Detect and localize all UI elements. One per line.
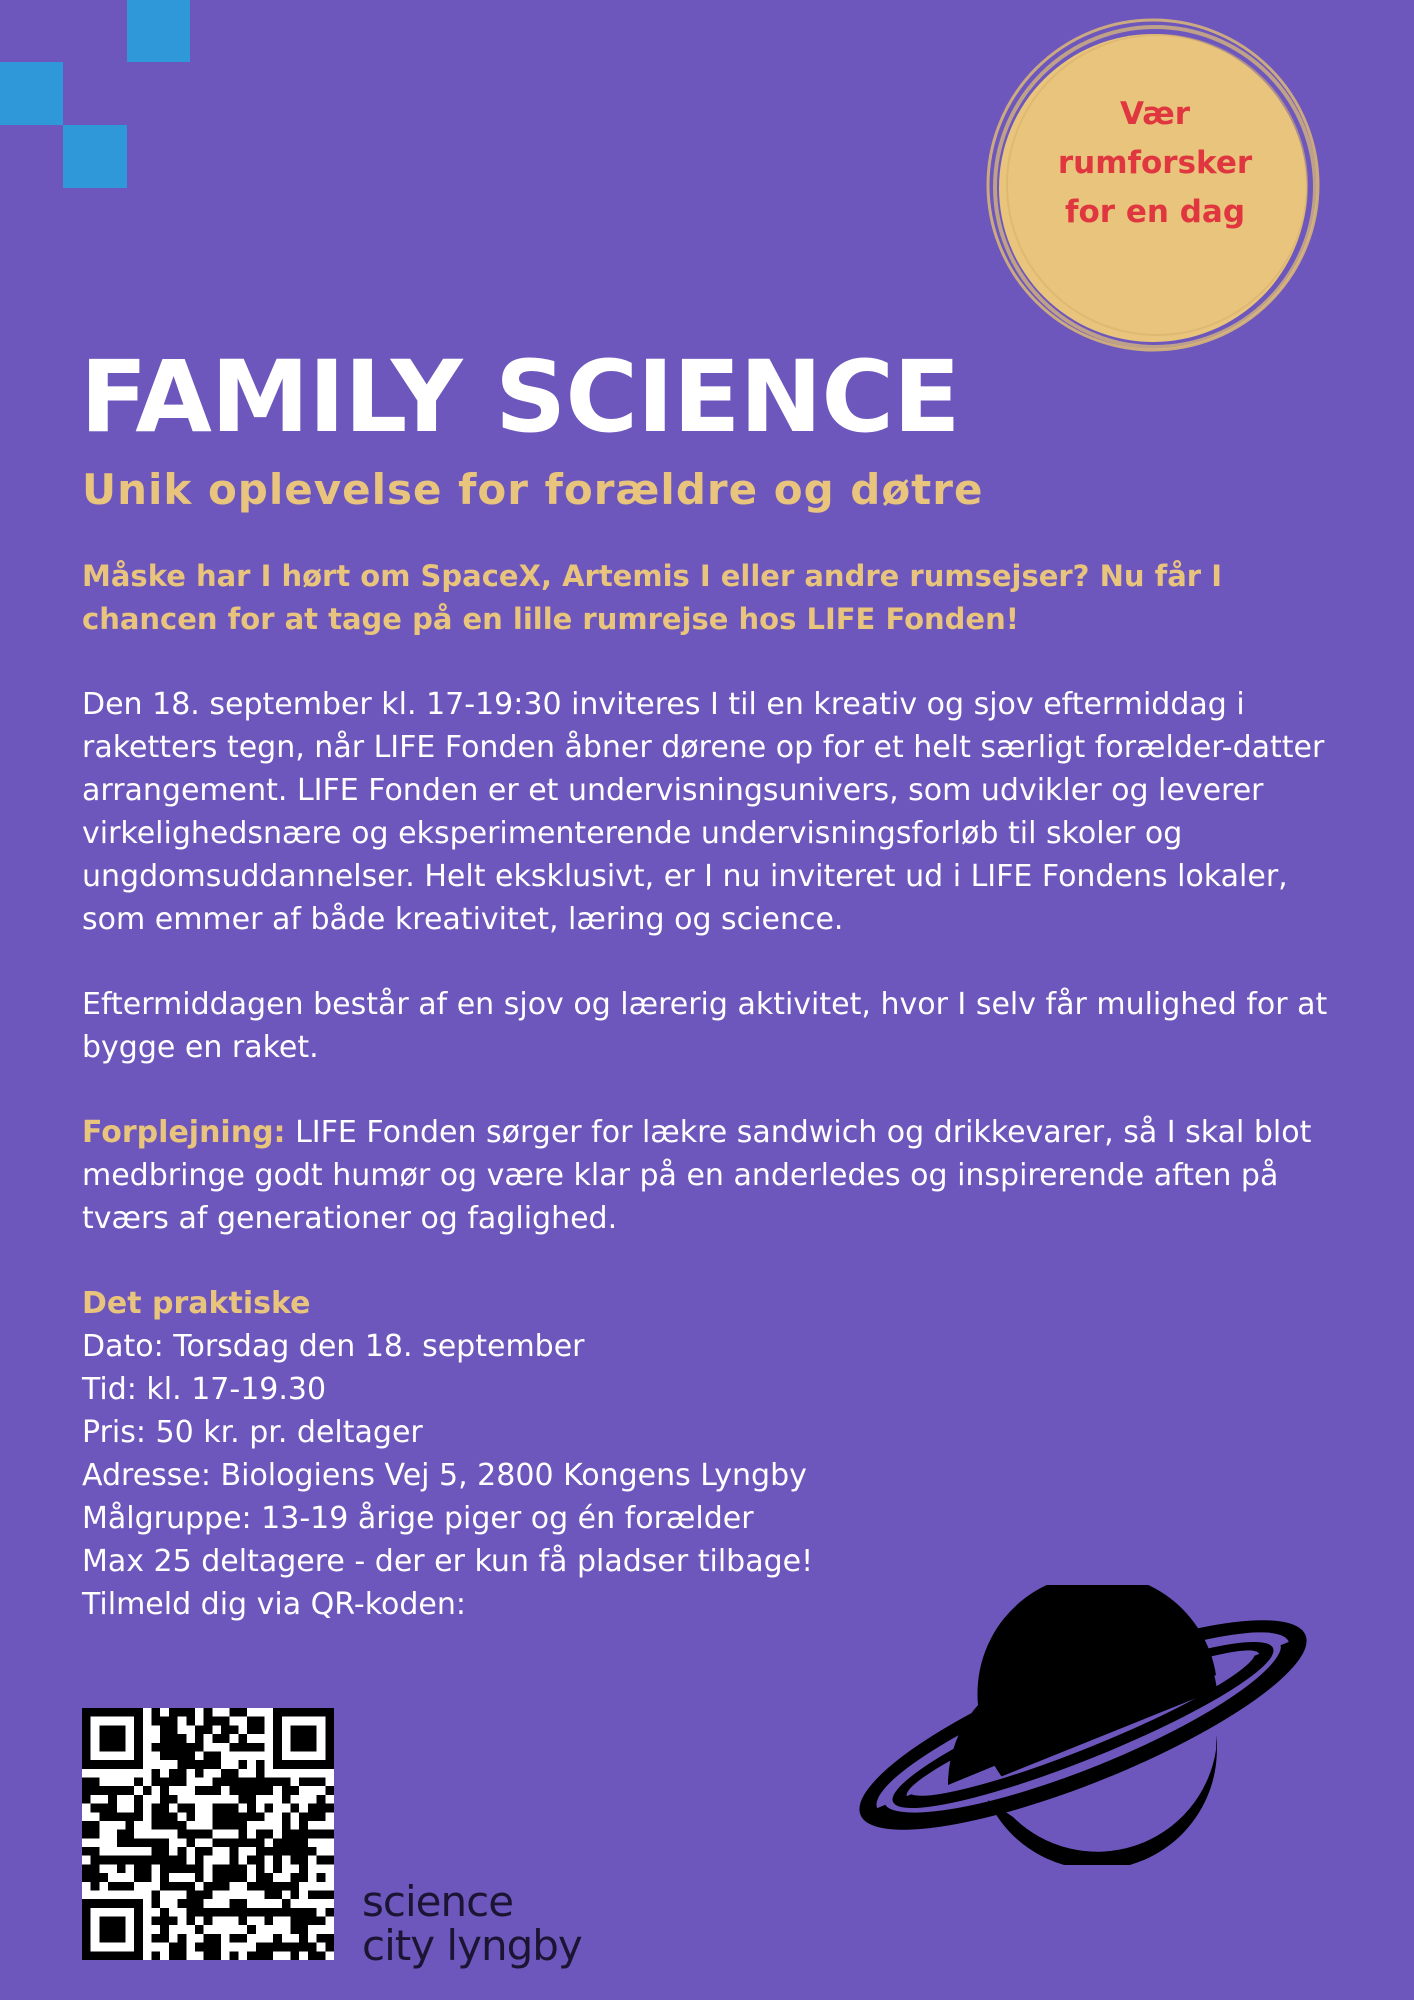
page-subtitle: Unik oplevelse for forældre og døtre	[82, 465, 984, 514]
science-city-lyngby-logo	[362, 1877, 582, 1970]
catering-text: LIFE Fonden sørger for lækre sandwich og drikkevarer, så I skal blot medbringe godt humør og være klar på en anderledes og inspirerende aften på tværs af generationer og faglighed.	[82, 1115, 1312, 1236]
planet-icon	[838, 1585, 1328, 1865]
qr-code[interactable]	[82, 1708, 334, 1960]
badge-text	[1005, 90, 1305, 237]
badge-line: Vær	[1119, 96, 1191, 132]
practical-address: Adresse: Biologiens Vej 5, 2800 Kongens Lyngby	[82, 1458, 807, 1493]
logo-line: city lyngby	[362, 1921, 582, 1970]
page-title: FAMILY SCIENCE	[80, 340, 960, 455]
intro-paragraph: Måske har I hørt om SpaceX, Artemis I eller andre rumsejser? Nu får I chancen for at tage på en lille rumrejse hos LIFE Fonden!	[82, 559, 1222, 636]
badge-line: rumforsker	[1057, 145, 1253, 181]
logo-line: science	[362, 1877, 514, 1926]
practical-target-group: Målgruppe: 13-19 årige piger og én forælder	[82, 1501, 754, 1536]
badge-line: for en dag	[1064, 194, 1246, 230]
main-content	[82, 555, 1337, 1626]
catering-paragraph	[82, 1111, 1337, 1240]
practical-max-participants: Max 25 deltagere - der er kun få pladser tilbage!	[82, 1544, 814, 1579]
description-paragraph: Den 18. september kl. 17-19:30 inviteres I til en kreativ og sjov eftermiddag i raketters tegn, når LIFE Fonden åbner dørene op for et helt særligt forælder-datter arrangement. LIFE Fonden er et undervisningsunivers, som udvikler og leverer virkelighedsnære og eksperimenterende undervisningsforløb til skoler og ungdomsuddannelser. Helt eksklusivt, er I nu inviteret ud i LIFE Fondens lokaler, som emmer af både kreativitet, læring og science.	[82, 687, 1325, 937]
catering-label: Forplejning:	[82, 1115, 286, 1150]
activity-paragraph: Eftermiddagen består af en sjov og lærerig aktivitet, hvor I selv får mulighed for at bygge en raket.	[82, 987, 1328, 1065]
practical-date: Dato: Torsdag den 18. september	[82, 1329, 585, 1364]
practical-section	[82, 1282, 1337, 1626]
practical-heading: Det praktiske	[82, 1286, 311, 1321]
practical-price: Pris: 50 kr. pr. deltager	[82, 1415, 423, 1450]
practical-signup: Tilmeld dig via QR-koden:	[82, 1587, 466, 1622]
practical-time: Tid: kl. 17-19.30	[82, 1372, 327, 1407]
